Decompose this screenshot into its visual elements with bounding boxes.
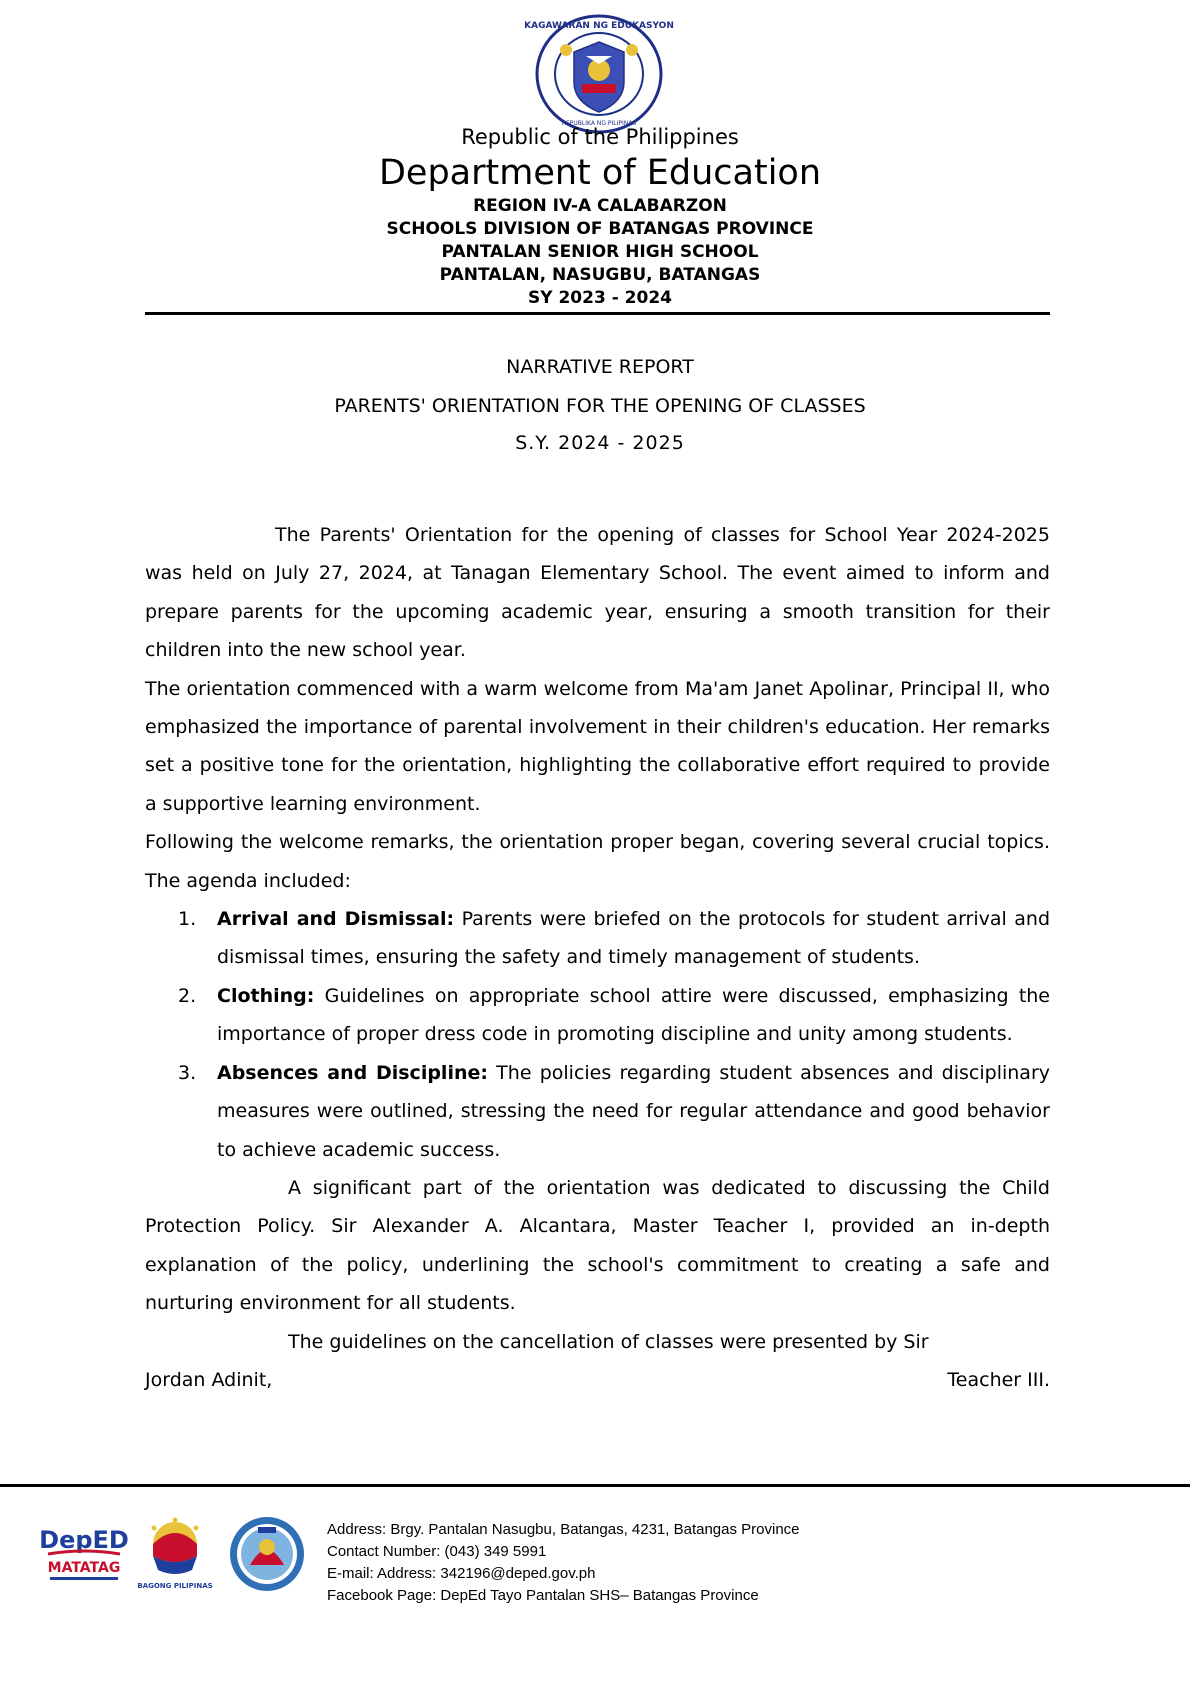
agenda-item-text: Guidelines on appropriate school attire were discussed, emphasizing the importance of proper dress code in promoting discipline and unity among students. bbox=[217, 984, 1050, 1046]
bagong-pilipinas-logo bbox=[137, 1516, 213, 1592]
agenda-item-number: 1. bbox=[178, 908, 197, 931]
deped-seal-logo bbox=[524, 12, 674, 136]
footer-contact-number: Contact Number: (043) 349 5991 bbox=[327, 1543, 547, 1560]
presenter-name: Jordan Adinit, bbox=[145, 1368, 273, 1391]
matatag-logo-text: MATATAG bbox=[47, 1560, 121, 1576]
division-heading: SCHOOLS DIVISION OF BATANGAS PROVINCE bbox=[386, 219, 814, 239]
school-logo bbox=[228, 1515, 306, 1593]
school-address-heading: PANTALAN, NASUGBU, BATANGAS bbox=[439, 265, 761, 285]
footer-email: E-mail: Address: 342196@deped.gov.ph bbox=[327, 1565, 596, 1582]
agenda-item-text: The policies regarding student absences and disciplinary measures were outlined, stressing the need for regular attendance and good behavior to achieve academic success. bbox=[217, 1061, 1050, 1161]
paragraph-agenda-intro: Following the welcome remarks, the orientation proper began, covering several crucial topics. The agenda included: bbox=[145, 831, 1050, 892]
footer-facebook: Facebook Page: DepEd Tayo Pantalan SHS– Batangas Province bbox=[327, 1587, 759, 1604]
report-body bbox=[145, 516, 1050, 1399]
bagong-pilipinas-text: BAGONG PILIPINAS bbox=[137, 1582, 213, 1590]
school-heading: PANTALAN SENIOR HIGH SCHOOL bbox=[441, 242, 759, 262]
deped-logo-text: DepED bbox=[39, 1526, 129, 1554]
footer-contact-info bbox=[327, 1519, 800, 1607]
paragraph-intro: The Parents' Orientation for the opening of classes for School Year 2024-2025 was held on July 27, 2024, at Tanagan Elementary School. The event aimed to inform and prepare parents for the upcoming academic year, ensuring a smooth transition for their children into the new school year. bbox=[145, 524, 1050, 662]
footer-divider bbox=[0, 1484, 1190, 1487]
seal-text: KAGAWARAN NG EDUKASYON bbox=[524, 21, 674, 31]
footer-address: Address: Brgy. Pantalan Nasugbu, Batangas, 4231, Batangas Province bbox=[327, 1521, 800, 1538]
agenda-item bbox=[178, 1054, 1050, 1169]
report-title: NARRATIVE REPORT bbox=[506, 356, 694, 378]
report-school-year: S.Y. 2024 - 2025 bbox=[515, 432, 685, 454]
agenda-item bbox=[178, 977, 1050, 1054]
agenda-item-number: 3. bbox=[178, 1061, 197, 1084]
agenda-item-label: Absences and Discipline: bbox=[217, 1061, 488, 1084]
agenda-item-label: Clothing: bbox=[217, 984, 315, 1007]
paragraph-cancellation: The guidelines on the cancellation of classes were presented by Sir bbox=[288, 1330, 929, 1353]
agenda-item-number: 2. bbox=[178, 984, 197, 1007]
school-year-heading: SY 2023 - 2024 bbox=[528, 288, 672, 308]
region-heading: REGION IV-A CALABARZON bbox=[473, 196, 727, 216]
agenda-item bbox=[178, 900, 1050, 977]
paragraph-welcome: The orientation commenced with a warm welcome from Ma'am Janet Apolinar, Principal II, who emphasized the importance of parental involvement in their children's education. Her remarks set a positive tone for the orientation, highlighting the collaborative effort required to provide a supportive learning environment. bbox=[145, 677, 1050, 815]
seal-subtext: REPUBLIKA NG PILIPINAS bbox=[561, 120, 637, 127]
republic-heading: Republic of the Philippines bbox=[461, 125, 739, 149]
department-heading: Department of Education bbox=[378, 153, 822, 193]
paragraph-child-protection: A significant part of the orientation was dedicated to discussing the Child Protection Policy. Sir Alexander A. Alcantara, Master Teacher I, provided an in-depth explanation of the policy, underlining the school's commitment to creating a safe and nurturing environment for all students. bbox=[145, 1176, 1050, 1315]
agenda-item-text: Parents were briefed on the protocols for student arrival and dismissal times, ensuring the safety and timely management of students. bbox=[217, 908, 1050, 969]
presenter-title: Teacher III. bbox=[947, 1368, 1050, 1391]
report-subtitle: PARENTS' ORIENTATION FOR THE OPENING OF CLASSES bbox=[334, 395, 866, 417]
header-divider bbox=[145, 312, 1050, 315]
paragraph-cancellation-continued bbox=[145, 1361, 1050, 1399]
agenda-list bbox=[145, 900, 1050, 1169]
agenda-item-label: Arrival and Dismissal: bbox=[217, 908, 455, 931]
deped-matatag-logo bbox=[39, 1520, 129, 1586]
